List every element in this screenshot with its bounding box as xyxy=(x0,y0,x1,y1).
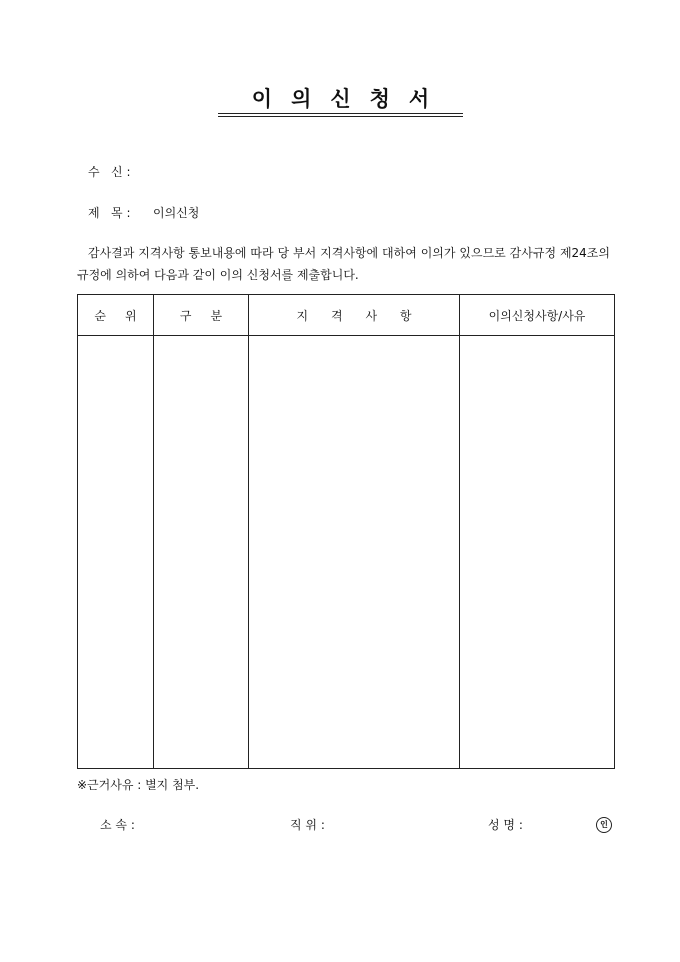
seal-mark: 인 xyxy=(596,817,612,833)
subject-value: 이의신청 xyxy=(153,206,200,220)
body-paragraph: 감사결과 지격사항 통보내용에 따라 당 부서 지격사항에 대하여 이의가 있으므로 감사규정 제24조의 규정에 의하여 다음과 같이 이의 신청서를 제출합니다. xyxy=(77,246,610,282)
cell-finding[interactable] xyxy=(249,336,460,769)
header-category: 구 분 xyxy=(154,295,249,336)
header-rank: 순 위 xyxy=(78,295,154,336)
header-finding: 지 격 사 항 xyxy=(249,295,460,336)
table-header-row xyxy=(78,295,615,336)
signature-position: 직 위 : xyxy=(290,818,325,832)
subject-label: 제 목 : xyxy=(88,206,131,220)
signature-affiliation: 소 속 : xyxy=(100,818,135,832)
document-title: 이의신청서 xyxy=(251,86,449,111)
cell-rank[interactable] xyxy=(78,336,154,769)
objection-table xyxy=(77,294,615,769)
title-underline-top xyxy=(218,113,463,114)
footnote: ※근거사유 : 별지 첨부. xyxy=(77,778,200,792)
cell-objection-reason[interactable] xyxy=(460,336,615,769)
header-objection-reason: 이의신청사항/사유 xyxy=(460,295,615,336)
title-underline-bottom xyxy=(218,116,463,117)
cell-category[interactable] xyxy=(154,336,249,769)
table-row xyxy=(78,336,615,769)
recipient-label: 수 신 : xyxy=(88,165,131,179)
signature-name: 성 명 : xyxy=(488,818,523,832)
